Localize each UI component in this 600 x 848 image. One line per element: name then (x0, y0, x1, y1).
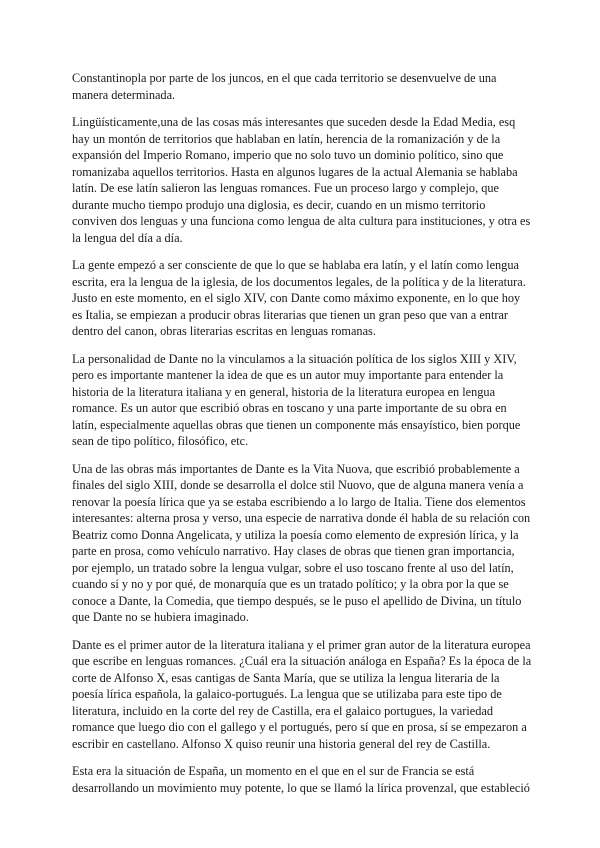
paragraph-lirica-provenzal: Esta era la situación de España, un momento en el que en el sur de Francia se está desarrollando un movimiento muy potente, lo que se llamó la lírica provenzal, que estableció (72, 764, 530, 795)
paragraph-alfonso-x: Dante es el primer autor de la literatura italiana y el primer gran autor de la literatura europea que escribe en lenguas romances. ¿Cuál era la situación análoga en España? Es la época de la corte de Alfonso X, esas cantigas de Santa María, que se utiliza la lengua literaria de la poesía lírica española, la galaico-portugués. La lengua que se utilizaba para este tipo de literatura, incluido en la corte del rey de Castilla, era el galaico portugues, la variedad romance que luego dio con el gallego y el portugués, pero sí que en prosa, sí se empezaron a escribir en castellano. Alfonso X quiso reunir una historia general del rey de Castilla. (72, 637, 532, 751)
paragraph-linguisticamente: Lingüísticamente,una de las cosas más interesantes que suceden desde la Edad Media, esq hay un montón de territorios que hablaban en latín, herencia de la romanización y de la expansión del Imperio Romano, imperio que no solo tuvo un dominio político, sino que romanizaba aquellos territorios. Hasta en algunos lugares de la actual Alemania se hablaba latín. De ese latín salieron las lenguas romances. Fue un proceso largo y complejo, que durante mucho tiempo produjo una diglosia, es decir, cuando en un mismo territorio conviven dos lenguas y una funciona como lengua de alta cultura para instituciones, y otra es la lengua del día a día. (72, 115, 531, 245)
paragraph-personalidad-dante: La personalidad de Dante no la vinculamos a la situación política de los siglos XIII y XIV, pero es importante mantener la idea de que es un autor muy importante para entender la historia de la literatura italiana y en general, historia de la literatura europea en lengua romance. Es un autor que escribió obras en toscano y una parte importante de su obra en latín, especialmente aquellas obras que tienen un componente más ensayístico, bien porque sean de tipo político, filosófico, etc. (72, 351, 521, 448)
paragraph-vita-nuova: Una de las obras más importantes de Dante es la Vita Nuova, que escribió probablemente a finales del siglo XIII, donde se desarrolla el dolce stil Nuovo, que de alguna manera venía a renovar la poesía lírica que ya se estaba escribiendo a lo largo de Italia. Tiene dos elementos interesantes: alterna prosa y verso, una especie de narrativa donde él habla de su relación con Beatriz como Donna Angelicata, y utiliza la poesía como elemento de expresión lírica, y la parte en prosa, como vehículo narrativo. Hay clases de obras que tienen gran importancia, por ejemplo, un tratado sobre la lengua vulgar, sobre el uso toscano frente al uso del latín, cuando sí y no y por qué, de monarquía que es un tratado político; y la obra por la que se conoce a Dante, la Comedia, que tiempo después, se le puso el apellido de Divina, un título que Dante no se hubiera imaginado. (72, 461, 531, 624)
document-body (72, 70, 532, 807)
paragraph-latin-consciencia: La gente empezó a ser consciente de que lo que se hablaba era latín, y el latín como lengua escrita, era la lengua de la iglesia, de los documentos legales, de la política y de la literatura. Justo en este momento, en el siglo XIV, con Dante como máximo exponente, en lo que hoy es Italia, se empiezan a producir obras literarias que tienen un gran peso que van a entrar dentro del canon, obras literarias escritas en lenguas romanas. (72, 258, 526, 338)
paragraph-constantinopla: Constantinopla por parte de los juncos, en el que cada territorio se desenvuelve de una manera determinada. (72, 71, 497, 102)
